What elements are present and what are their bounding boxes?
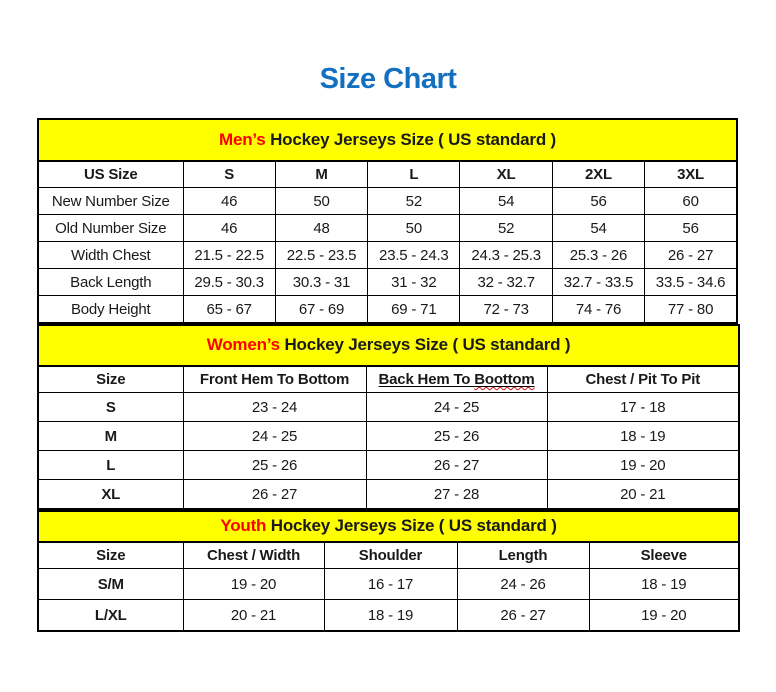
- size-value-cell: 26 - 27: [645, 242, 737, 269]
- size-value-cell: 77 - 80: [645, 296, 737, 323]
- column-header-l: L: [368, 161, 460, 188]
- youth-size-table: [37, 510, 740, 632]
- size-value-cell: 52: [368, 188, 460, 215]
- row-label: L/XL: [38, 600, 183, 631]
- size-value-cell: 26 - 27: [457, 600, 589, 631]
- size-value-cell: 56: [552, 188, 644, 215]
- size-value-cell: 24.3 - 25.3: [460, 242, 552, 269]
- size-value-cell: 30.3 - 31: [275, 269, 367, 296]
- size-value-cell: 20 - 21: [547, 480, 739, 509]
- size-value-cell: 54: [460, 188, 552, 215]
- size-value-cell: 60: [645, 188, 737, 215]
- column-header-us-size: US Size: [38, 161, 183, 188]
- size-value-cell: 56: [645, 215, 737, 242]
- size-value-cell: 19 - 20: [183, 569, 324, 600]
- row-label: M: [38, 422, 183, 451]
- size-value-cell: 24 - 25: [366, 393, 547, 422]
- youth-banner-prefix: Youth: [220, 516, 267, 536]
- column-header-shoulder: Shoulder: [324, 542, 457, 569]
- size-value-cell: 65 - 67: [183, 296, 275, 323]
- womens-banner-prefix: Women’s: [206, 335, 280, 355]
- mens-banner-prefix: Men’s: [219, 129, 266, 149]
- womens-banner-row: [38, 325, 739, 366]
- column-header-sleeve: Sleeve: [589, 542, 739, 569]
- size-value-cell: 69 - 71: [368, 296, 460, 323]
- size-value-cell: 26 - 27: [183, 480, 366, 509]
- size-value-cell: 48: [275, 215, 367, 242]
- size-value-cell: 46: [183, 215, 275, 242]
- size-value-cell: 50: [275, 188, 367, 215]
- table-row: [38, 269, 737, 296]
- size-value-cell: 18 - 19: [324, 600, 457, 631]
- size-value-cell: 18 - 19: [589, 569, 739, 600]
- back-hem-label: [379, 371, 535, 388]
- size-value-cell: 50: [368, 215, 460, 242]
- row-label: Back Length: [38, 269, 183, 296]
- table-row: [38, 215, 737, 242]
- size-value-cell: 74 - 76: [552, 296, 644, 323]
- womens-size-table: [37, 324, 740, 510]
- row-label: S: [38, 393, 183, 422]
- womens-banner: [38, 325, 739, 366]
- size-value-cell: 25 - 26: [366, 422, 547, 451]
- size-value-cell: 29.5 - 30.3: [183, 269, 275, 296]
- table-row: [38, 422, 739, 451]
- mens-banner-text: Hockey Jerseys Size ( US standard ): [265, 129, 556, 149]
- womens-table-body: [38, 393, 739, 509]
- row-label: Old Number Size: [38, 215, 183, 242]
- size-value-cell: 32 - 32.7: [460, 269, 552, 296]
- column-header-s: S: [183, 161, 275, 188]
- size-value-cell: 27 - 28: [366, 480, 547, 509]
- size-value-cell: 33.5 - 34.6: [645, 269, 737, 296]
- column-header-xl: XL: [460, 161, 552, 188]
- size-value-cell: 17 - 18: [547, 393, 739, 422]
- youth-banner-row: [38, 511, 739, 542]
- size-value-cell: 18 - 19: [547, 422, 739, 451]
- size-value-cell: 32.7 - 33.5: [552, 269, 644, 296]
- column-header-m: M: [275, 161, 367, 188]
- size-value-cell: 19 - 20: [547, 451, 739, 480]
- column-header-length: Length: [457, 542, 589, 569]
- table-row: [38, 393, 739, 422]
- column-header-size: Size: [38, 542, 183, 569]
- size-value-cell: 23.5 - 24.3: [368, 242, 460, 269]
- column-header-chest-pit: Chest / Pit To Pit: [547, 366, 739, 393]
- row-label: L: [38, 451, 183, 480]
- size-value-cell: 46: [183, 188, 275, 215]
- size-value-cell: 23 - 24: [183, 393, 366, 422]
- table-row: [38, 480, 739, 509]
- youth-table-body: [38, 569, 739, 631]
- mens-banner-row: [38, 119, 737, 161]
- tables-container: [37, 118, 738, 632]
- mens-banner: [38, 119, 737, 161]
- womens-header-row: [38, 366, 739, 393]
- size-value-cell: 21.5 - 22.5: [183, 242, 275, 269]
- row-label: XL: [38, 480, 183, 509]
- womens-banner-text: Hockey Jerseys Size ( US standard ): [279, 335, 571, 355]
- table-row: [38, 451, 739, 480]
- size-value-cell: 72 - 73: [460, 296, 552, 323]
- size-value-cell: 25.3 - 26: [552, 242, 644, 269]
- back-hem-label-part1: Back Hem To: [378, 371, 475, 389]
- size-value-cell: 24 - 26: [457, 569, 589, 600]
- table-row: [38, 600, 739, 631]
- page-title: Size Chart: [319, 63, 457, 95]
- row-label: S/M: [38, 569, 183, 600]
- youth-banner: [38, 511, 739, 542]
- size-value-cell: 22.5 - 23.5: [275, 242, 367, 269]
- column-header-3xl: 3XL: [645, 161, 737, 188]
- row-label: Body Height: [38, 296, 183, 323]
- size-value-cell: 25 - 26: [183, 451, 366, 480]
- size-value-cell: 67 - 69: [275, 296, 367, 323]
- size-value-cell: 52: [460, 215, 552, 242]
- column-header-chest-width: Chest / Width: [183, 542, 324, 569]
- column-header-back-hem: [366, 366, 547, 393]
- table-row: [38, 569, 739, 600]
- back-hem-label-misspelled-word: Boottom: [474, 371, 535, 389]
- size-value-cell: 31 - 32: [368, 269, 460, 296]
- size-value-cell: 26 - 27: [366, 451, 547, 480]
- mens-table-body: [38, 188, 737, 323]
- size-value-cell: 19 - 20: [589, 600, 739, 631]
- table-row: [38, 296, 737, 323]
- column-header-2xl: 2XL: [552, 161, 644, 188]
- size-value-cell: 54: [552, 215, 644, 242]
- size-value-cell: 24 - 25: [183, 422, 366, 451]
- size-value-cell: 16 - 17: [324, 569, 457, 600]
- row-label: New Number Size: [38, 188, 183, 215]
- column-header-size: Size: [38, 366, 183, 393]
- row-label: Width Chest: [38, 242, 183, 269]
- column-header-front-hem: Front Hem To Bottom: [183, 366, 366, 393]
- youth-banner-text: Hockey Jerseys Size ( US standard ): [266, 516, 557, 536]
- table-row: [38, 188, 737, 215]
- youth-header-row: [38, 542, 739, 569]
- size-value-cell: 20 - 21: [183, 600, 324, 631]
- mens-header-row: [38, 161, 737, 188]
- mens-size-table: [37, 118, 738, 324]
- table-row: [38, 242, 737, 269]
